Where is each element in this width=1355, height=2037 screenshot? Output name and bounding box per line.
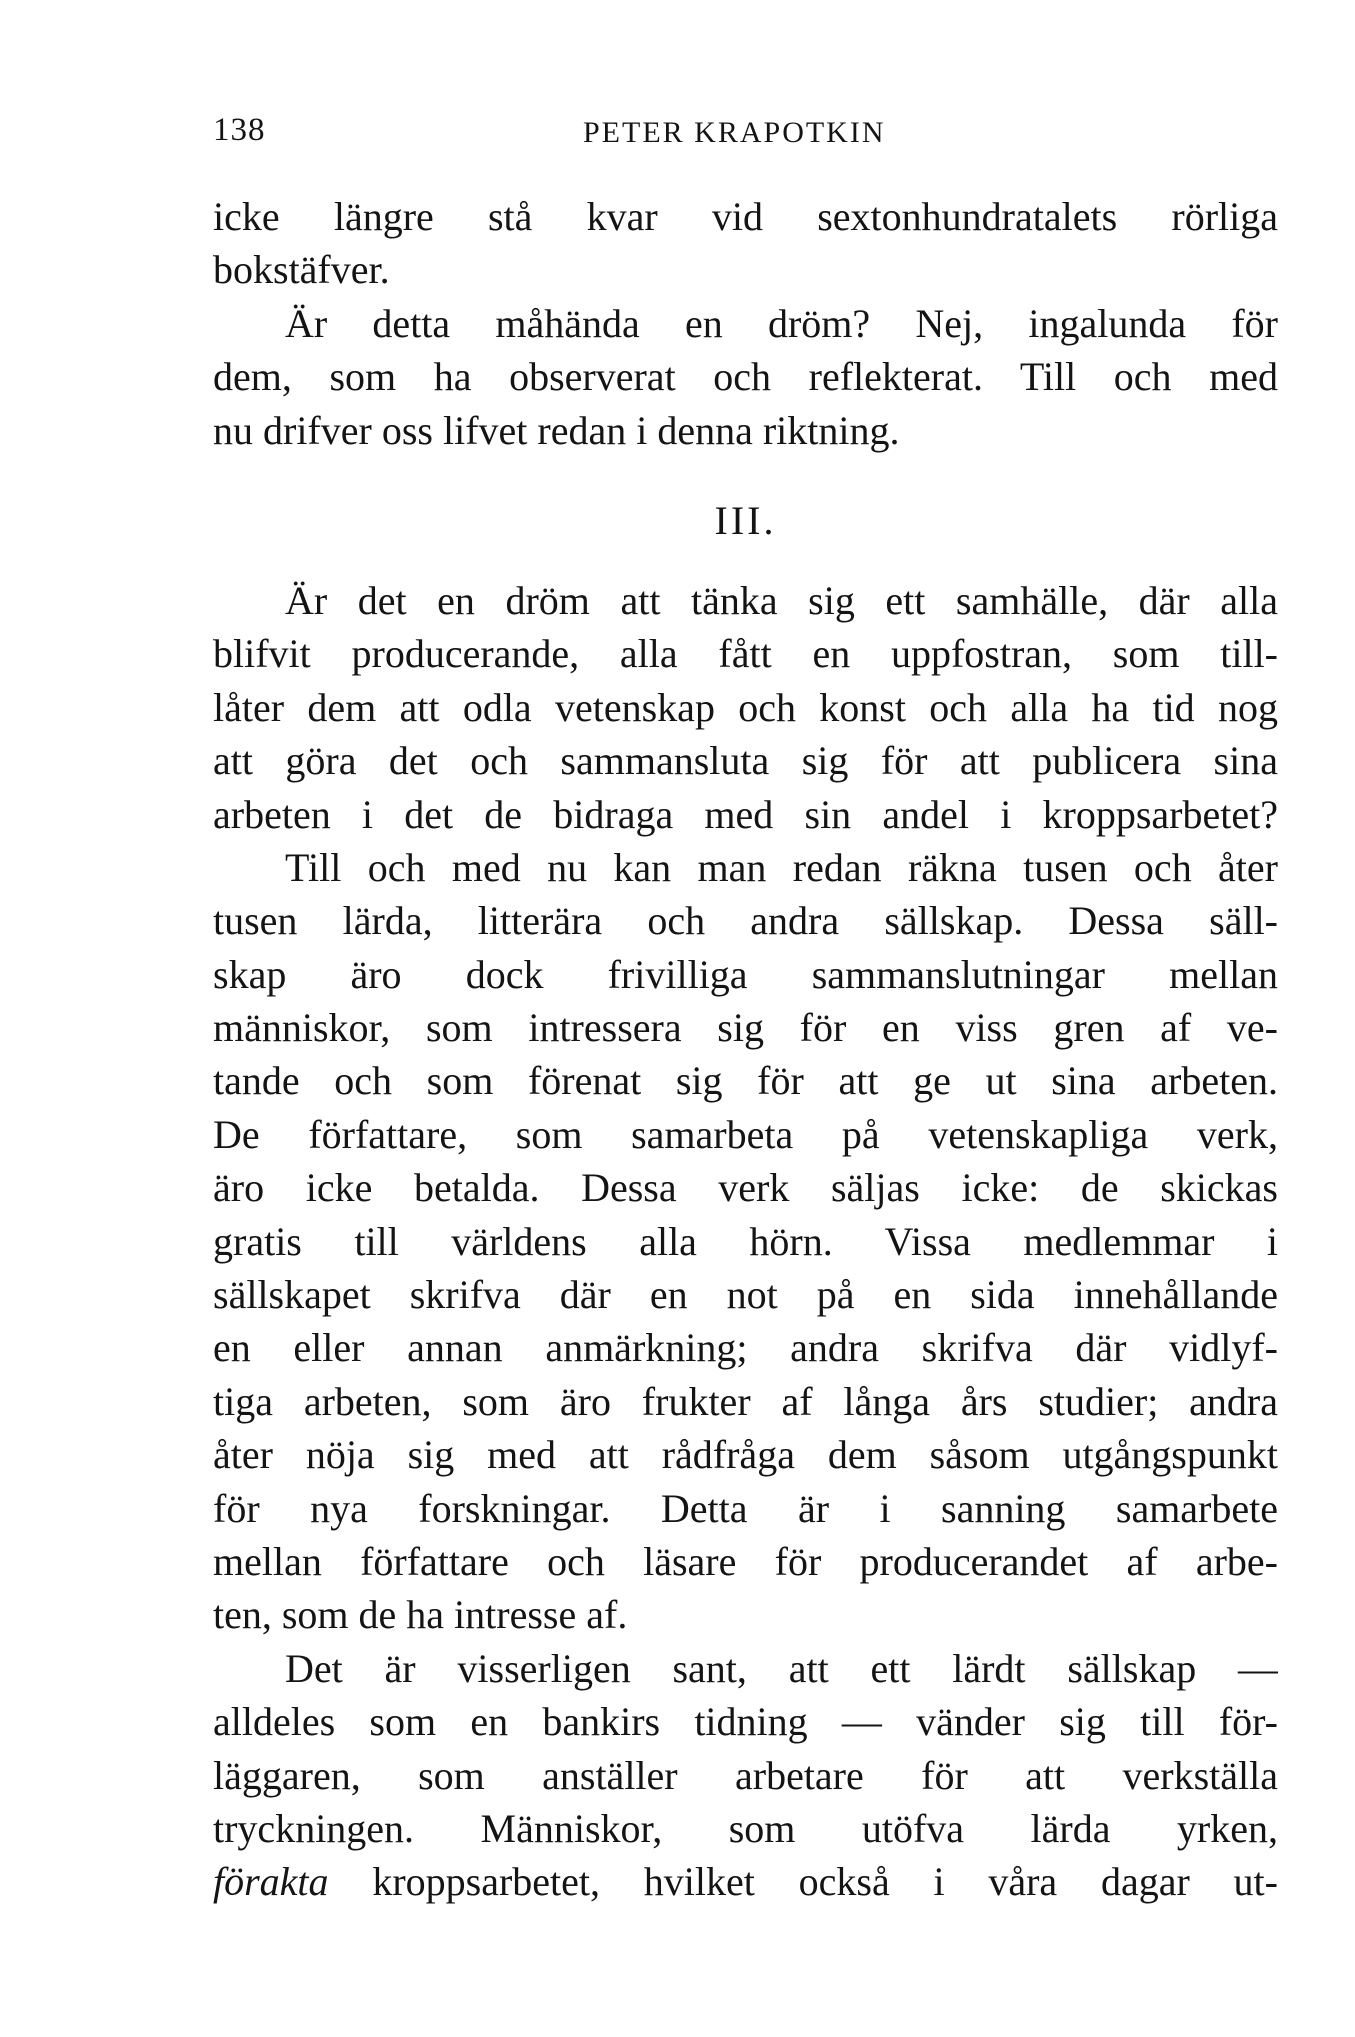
text-line: att göra det och sammansluta sig för att publicera sina [213, 738, 1278, 784]
text-line: mellan författare och läsare för producerandet af arbe- [213, 1538, 1278, 1584]
text-line: nu drifver oss lifvet redan i denna riktning. [213, 407, 900, 453]
text-line: skap äro dock frivilliga sammanslutningar mellan [213, 951, 1278, 997]
text-line: tiga arbeten, som äro frukter af långa års studier; andra [213, 1378, 1278, 1424]
text-line: dem, som ha observerat och reflekterat. Till och med [213, 354, 1278, 400]
text-line: bokstäfver. [213, 247, 390, 293]
body-text [213, 190, 1278, 1909]
text-line: tusen lärda, litterära och andra sällskap. Dessa säll- [213, 898, 1278, 944]
text-line: icke längre stå kvar vid sextonhundratalets rörliga [213, 194, 1278, 239]
section-heading: III. [714, 497, 777, 543]
text-line: människor, som intressera sig för en viss gren af ve- [213, 1005, 1278, 1051]
text-line: åter nöja sig med att rådfråga dem såsom utgångspunkt [213, 1432, 1278, 1478]
text-line: De författare, som samarbeta på vetenskapliga verk, [213, 1111, 1278, 1157]
text-line: gratis till världens alla hörn. Vissa medlemmar i [213, 1218, 1278, 1264]
italic-word: förakta [213, 1859, 329, 1905]
text-line: Till och med nu kan man redan räkna tusen och åter [285, 844, 1278, 890]
text-line: äro icke betalda. Dessa verk säljas icke: de skickas [213, 1165, 1278, 1211]
text-line: Det är visserligen sant, att ett lärdt sällskap — [285, 1645, 1278, 1691]
text-line: arbeten i det de bidraga med sin andel i kroppsarbetet? [213, 791, 1278, 837]
text-line: läggaren, som anställer arbetare för att verkställa [213, 1752, 1278, 1798]
text-line: en eller annan anmärkning; andra skrifva där vidlyf- [213, 1325, 1278, 1371]
text-line: låter dem att odla vetenskap och konst och alla ha tid nog [213, 684, 1278, 730]
text-line: ten, som de ha intresse af. [213, 1592, 628, 1638]
text-line: blifvit producerande, alla fått en uppfostran, som till- [213, 631, 1278, 677]
text-line: tryckningen. Människor, som utöfva lärda yrken, [213, 1805, 1278, 1851]
text-line: Är detta måhända en dröm? Nej, ingalunda för [285, 300, 1278, 346]
text-line-last [213, 1855, 1278, 1908]
running-head: PETER KRAPOTKIN [583, 116, 886, 149]
text-line: alldeles som en bankirs tidning — vänder sig till för- [213, 1699, 1278, 1745]
text-line: sällskapet skrifva där en not på en sida innehållande [213, 1272, 1278, 1318]
text-line-rest: kroppsarbetet, hvilket också i våra dagar ut- [328, 1859, 1278, 1905]
page-header [213, 112, 1273, 162]
text-line: tande och som förenat sig för att ge ut sina arbeten. [213, 1058, 1278, 1104]
text-line: Är det en dröm att tänka sig ett samhälle, där alla [285, 577, 1278, 623]
page-number: 138 [213, 112, 266, 148]
text-line: för nya forskningar. Detta är i sanning samarbete [213, 1485, 1278, 1531]
